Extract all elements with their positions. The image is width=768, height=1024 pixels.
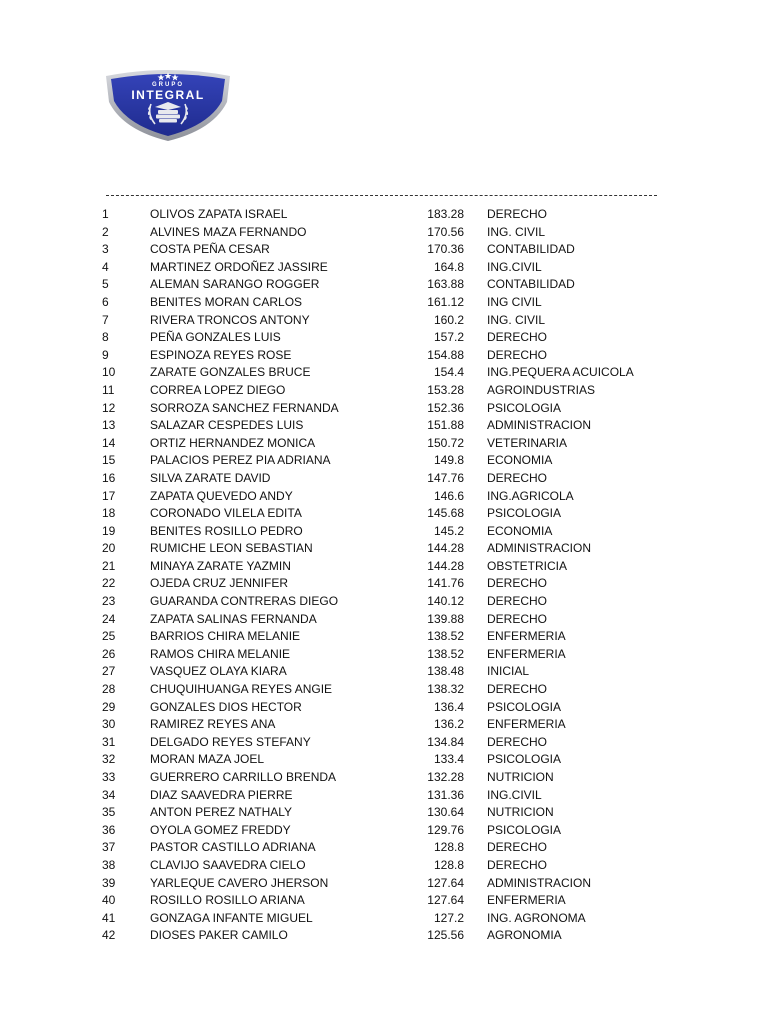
table-row [0,505,768,523]
career: DERECHO [487,611,548,626]
table-row [0,241,768,259]
score: 127.64 [427,875,464,890]
row-number: 10 [102,365,116,380]
table-row [0,312,768,330]
career: CONTABILIDAD [487,242,575,257]
table-row [0,364,768,382]
student-name: SILVA ZARATE DAVID [150,470,271,485]
row-number: 4 [102,259,109,274]
student-name: YARLEQUE CAVERO JHERSON [150,875,329,890]
score: 146.6 [433,488,464,503]
row-number: 38 [102,857,116,872]
student-name: COSTA PEÑA CESAR [150,242,270,257]
table-row [0,206,768,224]
score: 134.84 [427,734,464,749]
row-number: 14 [102,435,116,450]
career: DERECHO [487,840,548,855]
student-name: OLIVOS ZAPATA ISRAEL [150,207,288,221]
table-row [0,628,768,646]
table-row [0,540,768,558]
score: 139.88 [427,611,464,626]
score: 183.28 [427,207,464,221]
score: 131.36 [427,787,464,802]
table-row [0,787,768,805]
career: ENFERMERIA [487,893,566,908]
student-name: BENITES MORAN CARLOS [150,294,303,309]
score: 133.4 [433,752,464,767]
score: 160.2 [433,312,464,327]
career: PSICOLOGIA [487,699,562,714]
table-row [0,734,768,752]
career: PSICOLOGIA [487,822,562,837]
student-name: DIAZ SAAVEDRA PIERRE [150,787,293,802]
row-number: 23 [102,594,116,609]
table-row [0,417,768,435]
score: 132.28 [427,770,464,784]
career: DERECHO [487,330,548,345]
score: 154.88 [427,347,464,362]
career: ING.CIVIL [487,787,542,802]
student-name: BENITES ROSILLO PEDRO [150,523,303,538]
score: 128.8 [433,840,464,855]
student-name: RAMIREZ REYES ANA [150,717,276,732]
row-number: 36 [102,822,116,837]
career: DERECHO [487,594,548,609]
table-row [0,523,768,541]
student-name: ZAPATA QUEVEDO ANDY [150,488,293,503]
career: NUTRICION [487,770,554,784]
row-number: 3 [102,242,109,257]
table-row [0,276,768,294]
student-name: DIOSES PAKER CAMILO [150,928,288,943]
career: CONTABILIDAD [487,277,575,292]
score: 140.12 [427,594,464,609]
table-row [0,910,768,928]
score: 147.76 [427,470,464,485]
student-name: CLAVIJO SAAVEDRA CIELO [150,857,306,872]
career: ING. CIVIL [487,312,546,327]
student-name: ALEMAN SARANGO ROGGER [150,277,320,292]
table-row [0,927,768,945]
career: VETERINARIA [487,435,568,450]
table-row [0,663,768,681]
row-number: 16 [102,470,116,485]
student-name: ROSILLO ROSILLO ARIANA [150,893,305,908]
score: 145.68 [427,506,464,521]
score: 144.28 [427,558,464,573]
career: ADMINISTRACION [487,418,592,433]
row-number: 20 [102,541,116,556]
row-number: 9 [102,347,109,362]
career: ING CIVIL [487,294,542,309]
shield-icon [103,68,233,142]
table-row [0,892,768,910]
score: 170.56 [427,224,464,239]
student-name: ANTON PEREZ NATHALY [150,805,293,820]
career: ADMINISTRACION [487,541,592,556]
career: NUTRICION [487,805,554,820]
student-name: RUMICHE LEON SEBASTIAN [150,541,313,556]
table-row [0,646,768,664]
career: ECONOMIA [487,453,553,468]
student-name: ORTIZ HERNANDEZ MONICA [150,435,316,450]
score: 170.36 [427,242,464,257]
table-row [0,382,768,400]
score: 141.76 [427,576,464,591]
table-row [0,751,768,769]
career: ING.PEQUERA ACUICOLA [487,365,634,380]
student-name: ALVINES MAZA FERNANDO [150,224,307,239]
row-number: 41 [102,910,116,925]
score: 149.8 [433,453,464,468]
row-number: 39 [102,875,116,890]
table-row [0,875,768,893]
career: ING. AGRONOMA [487,910,586,925]
score: 150.72 [427,435,464,450]
career: AGRONOMIA [487,928,562,943]
row-number: 37 [102,840,116,855]
student-name: OYOLA GOMEZ FREDDY [150,822,291,837]
student-name: GONZALES DIOS HECTOR [150,699,302,714]
table-row [0,558,768,576]
career: INICIAL [487,664,530,679]
student-name: ESPINOZA REYES ROSE [150,347,292,362]
student-name: VASQUEZ OLAYA KIARA [150,664,287,679]
score: 136.2 [433,717,464,732]
table-row [0,435,768,453]
row-number: 27 [102,664,116,679]
student-name: GUARANDA CONTRERAS DIEGO [150,594,339,609]
student-name: GONZAGA INFANTE MIGUEL [150,910,313,925]
score: 125.56 [427,928,464,943]
row-number: 30 [102,717,116,732]
student-name: PEÑA GONZALES LUIS [150,330,281,345]
row-number: 29 [102,699,116,714]
row-number: 25 [102,629,116,644]
score: 127.2 [433,910,464,925]
student-name: MORAN MAZA JOEL [150,752,265,767]
student-name: MINAYA ZARATE YAZMIN [150,558,291,573]
table-row [0,822,768,840]
row-number: 7 [102,312,109,327]
student-name: MARTINEZ ORDOÑEZ JASSIRE [150,259,328,274]
table-row [0,294,768,312]
score: 163.88 [427,277,464,292]
score: 153.28 [427,382,464,397]
table-row [0,470,768,488]
score: 151.88 [427,418,464,433]
row-number: 35 [102,805,116,820]
career: DERECHO [487,734,548,749]
career: ENFERMERIA [487,646,566,661]
row-number: 24 [102,611,116,626]
career: ADMINISTRACION [487,875,592,890]
row-number: 15 [102,453,116,468]
student-name: RAMOS CHIRA MELANIE [150,646,291,661]
row-number: 40 [102,893,116,908]
logo-top-text: GRUPO [151,82,184,88]
career: DERECHO [487,576,548,591]
student-name: SORROZA SANCHEZ FERNANDA [150,400,339,415]
table-row [0,681,768,699]
career: DERECHO [487,207,548,221]
row-number: 18 [102,506,116,521]
row-number: 12 [102,400,116,415]
career: DERECHO [487,682,548,697]
row-number: 21 [102,558,116,573]
student-name: GUERRERO CARRILLO BRENDA [150,770,337,784]
row-number: 8 [102,330,109,345]
row-number: 13 [102,418,116,433]
row-number: 22 [102,576,116,591]
career: ING.CIVIL [487,259,542,274]
career: DERECHO [487,347,548,362]
table-row [0,716,768,734]
ranking-table [0,206,768,945]
table-row [0,347,768,365]
student-name: PASTOR CASTILLO ADRIANA [150,840,316,855]
row-number: 1 [102,207,109,221]
table-row [0,329,768,347]
score: 154.4 [433,365,464,380]
score: 144.28 [427,541,464,556]
career: DERECHO [487,857,548,872]
row-number: 6 [102,294,109,309]
career: ING. CIVIL [487,224,546,239]
student-name: CORONADO VILELA EDITA [150,506,302,521]
career: PSICOLOGIA [487,506,562,521]
row-number: 32 [102,752,116,767]
score: 129.76 [427,822,464,837]
student-name: RIVERA TRONCOS ANTONY [150,312,310,327]
score: 138.52 [427,646,464,661]
row-number: 19 [102,523,116,538]
table-row [0,593,768,611]
score: 127.64 [427,893,464,908]
table-row [0,452,768,470]
score: 138.32 [427,682,464,697]
student-name: OJEDA CRUZ JENNIFER [150,576,289,591]
career: ING.AGRICOLA [487,488,574,503]
student-name: SALAZAR CESPEDES LUIS [150,418,304,433]
logo-main-text: INTEGRAL [131,88,205,102]
score: 136.4 [433,699,464,714]
career: PSICOLOGIA [487,752,562,767]
career: DERECHO [487,470,548,485]
table-row [0,804,768,822]
score: 130.64 [427,805,464,820]
table-row [0,400,768,418]
career: ENFERMERIA [487,629,566,644]
row-number: 5 [102,277,109,292]
career: AGROINDUSTRIAS [487,382,596,397]
row-number: 17 [102,488,116,503]
career: PSICOLOGIA [487,400,562,415]
row-number: 26 [102,646,116,661]
score: 157.2 [433,330,464,345]
student-name: PALACIOS PEREZ PIA ADRIANA [150,453,331,468]
career: OBSTETRICIA [487,558,568,573]
career: ENFERMERIA [487,717,566,732]
row-number: 11 [102,382,115,397]
student-name: ZAPATA SALINAS FERNANDA [150,611,317,626]
dashed-divider [106,195,657,196]
row-number: 2 [102,224,109,239]
student-name: CHUQUIHUANGA REYES ANGIE [150,682,333,697]
score: 138.48 [427,664,464,679]
table-row [0,611,768,629]
table-row [0,224,768,242]
career: ECONOMIA [487,523,553,538]
row-number: 31 [102,734,116,749]
row-number: 28 [102,682,116,697]
score: 145.2 [433,523,464,538]
table-row [0,699,768,717]
student-name: DELGADO REYES STEFANY [150,734,311,749]
row-number: 42 [102,928,116,943]
table-row [0,769,768,787]
student-name: ZARATE GONZALES BRUCE [150,365,311,380]
score: 164.8 [433,259,464,274]
table-row [0,575,768,593]
student-name: CORREA LOPEZ DIEGO [150,382,286,397]
score: 161.12 [427,294,464,309]
score: 138.52 [427,629,464,644]
score: 152.36 [427,400,464,415]
table-row [0,839,768,857]
table-row [0,857,768,875]
table-row [0,259,768,277]
score: 128.8 [433,857,464,872]
table-row [0,488,768,506]
grupo-integral-logo [103,68,233,142]
student-name: BARRIOS CHIRA MELANIE [150,629,301,644]
row-number: 33 [102,770,116,784]
row-number: 34 [102,787,116,802]
